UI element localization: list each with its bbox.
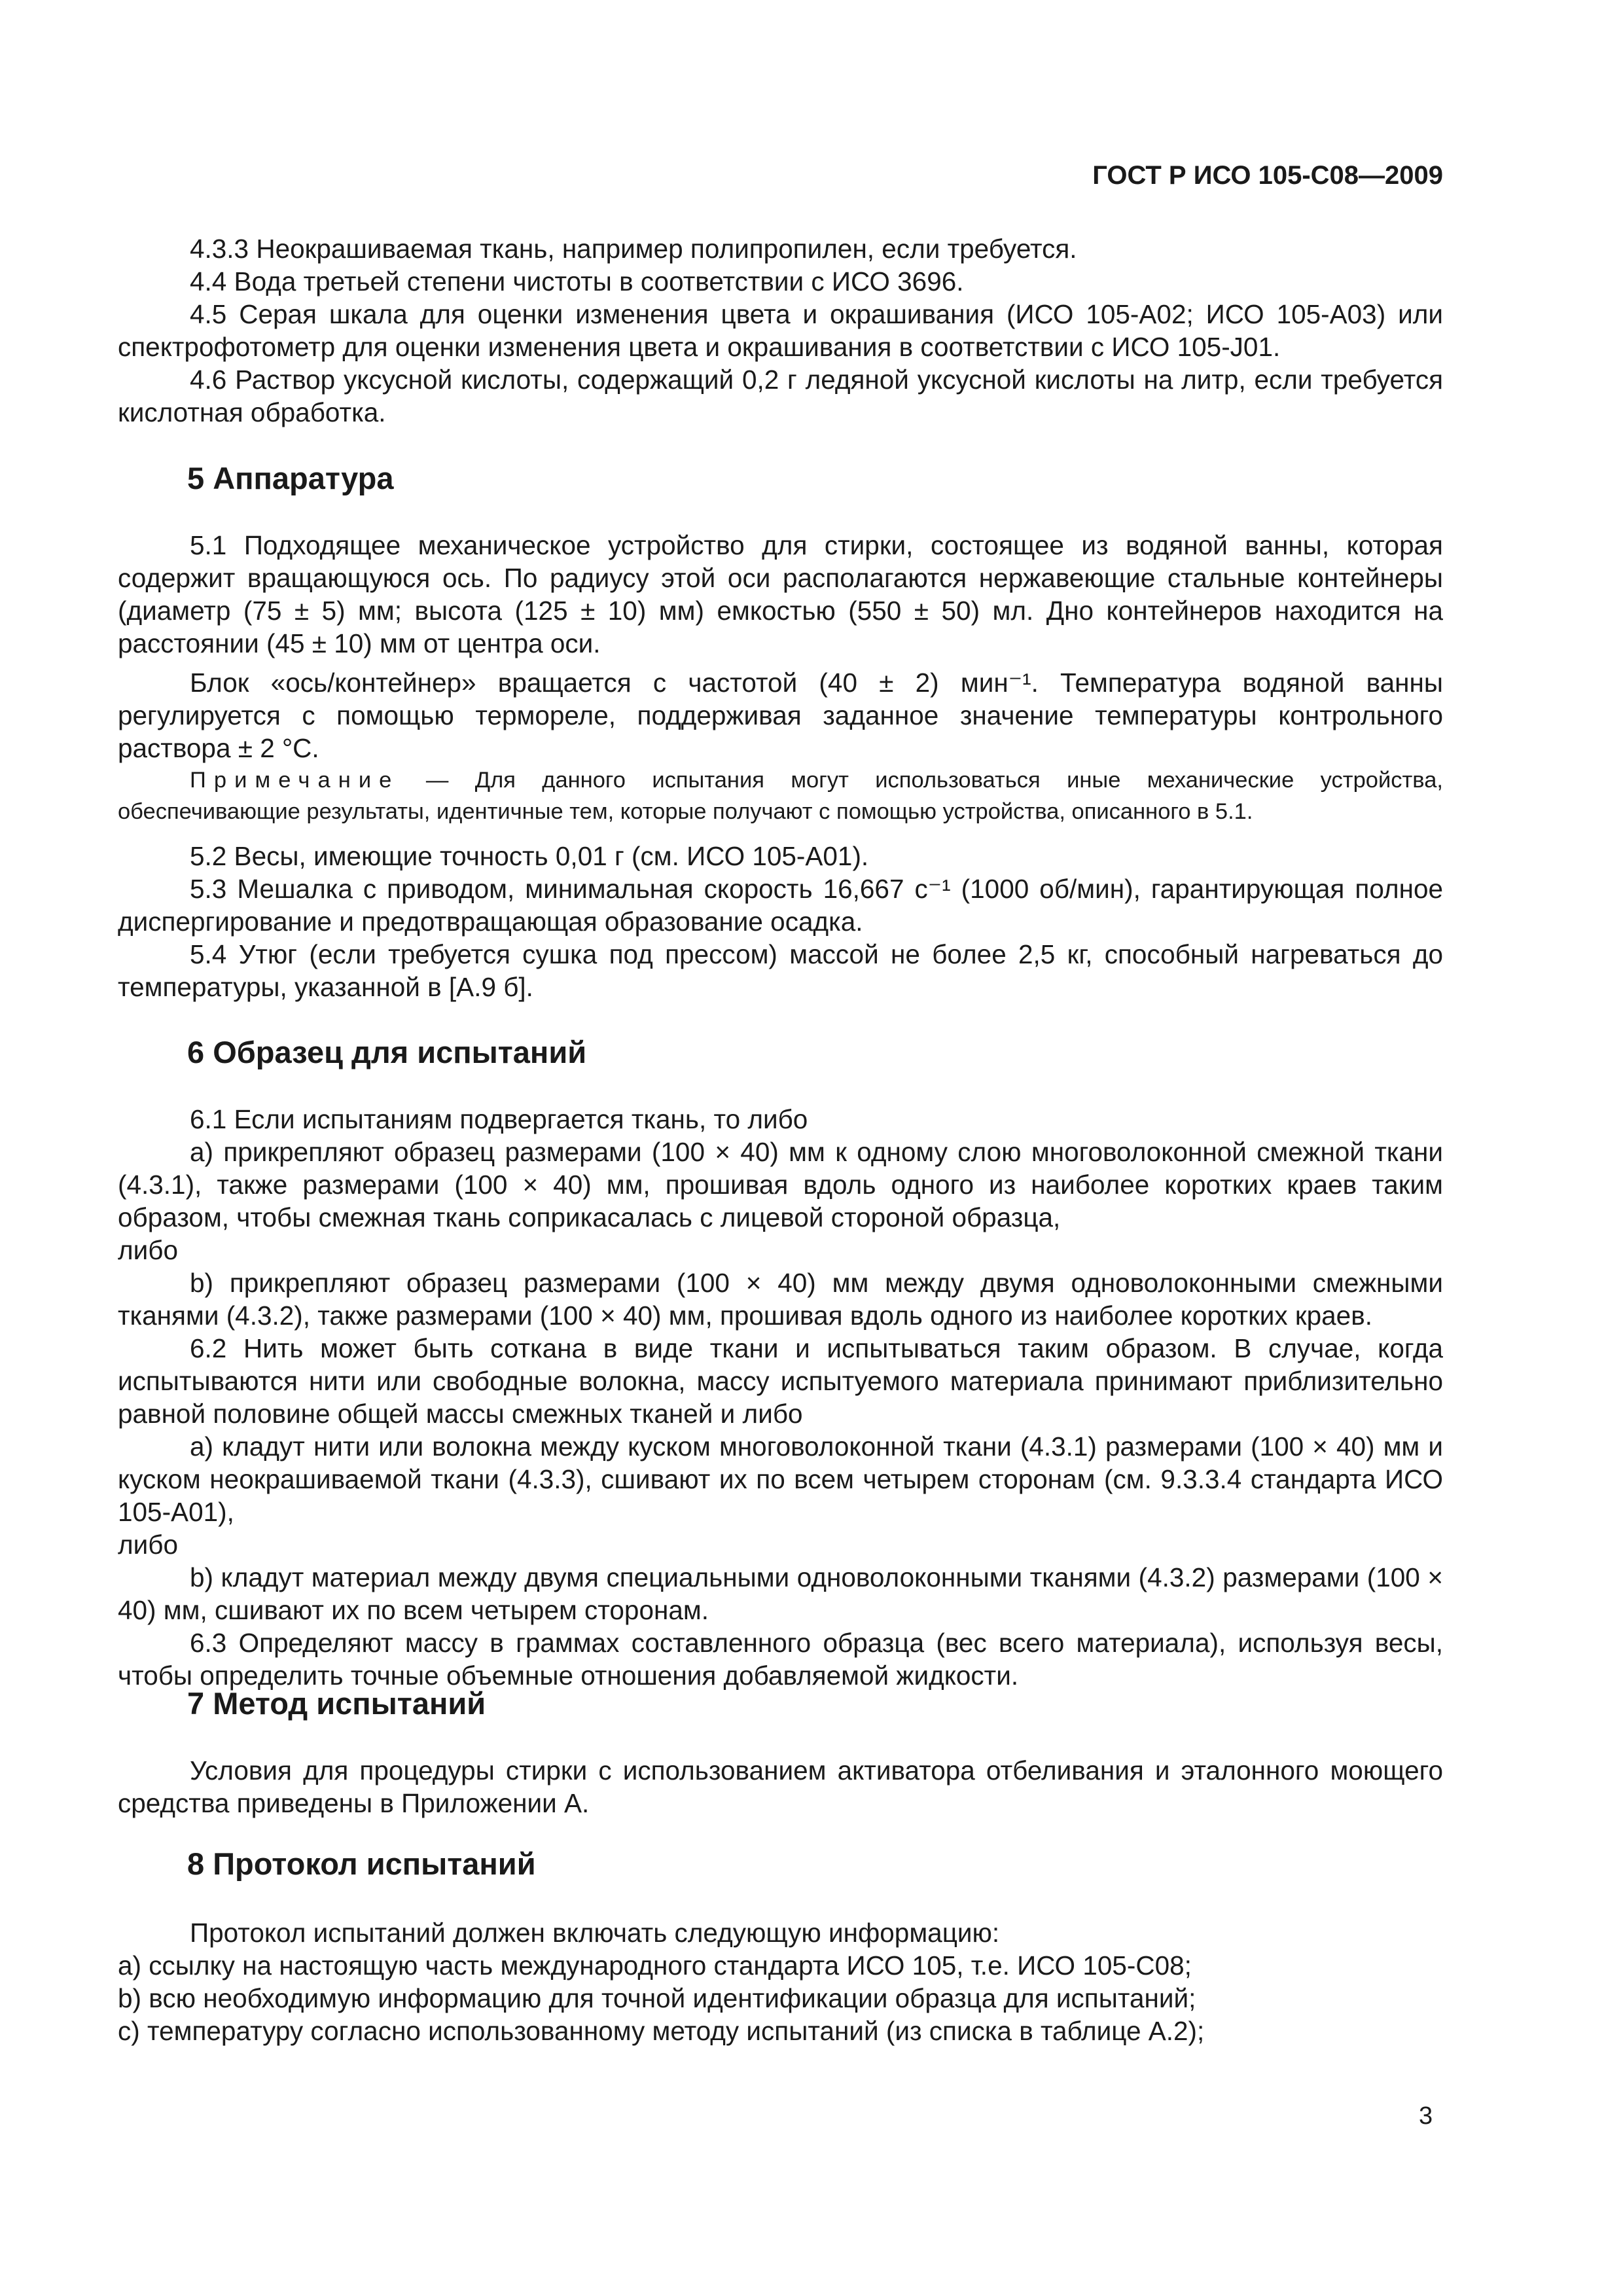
paragraph-6-2-b: b) кладут материал между двумя специальными одноволоконными тканями (4.3.2) размерами (100 × 40) мм, сшивают их по всем четырем сторонам. bbox=[118, 1562, 1443, 1625]
page-number: 3 bbox=[1419, 2102, 1433, 2130]
paragraph-6-1: 6.1 Если испытаниям подвергается ткань, то либо bbox=[190, 1104, 808, 1134]
paragraph-4-3-3: 4.3.3 Неокрашиваемая ткань, например полипропилен, если требуется. bbox=[190, 234, 1077, 264]
paragraph-or-2: либо bbox=[118, 1530, 178, 1560]
note-text: — Для данного испытания могут использоваться иные механические устройства, обеспечивающие результаты, идентичные тем, которые получают с помощью устройства, описанного в 5.1. bbox=[118, 768, 1443, 824]
paragraph-5-2: 5.2 Весы, имеющие точность 0,01 г (см. ИСО 105-А01). bbox=[190, 841, 869, 871]
paragraph-6-3: 6.3 Определяют массу в граммах составленного образца (вес всего материала), используя весы, чтобы определить точные объемные отношения добавляемой жидкости. bbox=[118, 1628, 1443, 1691]
paragraph-4-4: 4.4 Вода третьей степени чистоты в соответствии с ИСО 3696. bbox=[190, 266, 964, 296]
paragraph-4-5: 4.5 Серая шкала для оценки изменения цвета и окрашивания (ИСО 105-А02; ИСО 105-А03) или спектрофотометр для оценки изменения цвета и окрашивания в соответствии с ИСО 105-J01. bbox=[118, 299, 1443, 362]
paragraph-5-4: 5.4 Утюг (если требуется сушка под прессом) массой не более 2,5 кг, способный нагреваться до температуры, указанной в [А.9 б]. bbox=[118, 939, 1443, 1002]
paragraph-6-2-a: а) кладут нити или волокна между куском многоволоконной ткани (4.3.1) размерами (100 × 40) мм и куском неокрашиваемой ткани (4.3.3), сшивают их по всем четырем сторонам (см. 9.3.3.4 стандарта ИСО 105-А01), bbox=[118, 1431, 1443, 1527]
note-5 bbox=[118, 764, 1443, 827]
list-item-8-c: с) температуру согласно использованному методу испытаний (из списка в таблице А.2); bbox=[118, 2016, 1205, 2046]
paragraph-5-1-rotation: Блок «ось/контейнер» вращается с частотой (40 ± 2) мин⁻¹. Температура водяной ванны регулируется с помощью термореле, поддерживая заданное значение температуры контрольного раствора ± 2 °С. bbox=[118, 668, 1443, 763]
list-item-8-a: а) ссылку на настоящую часть международного стандарта ИСО 105, т.е. ИСО 105-С08; bbox=[118, 1950, 1192, 1981]
section-5-body bbox=[118, 529, 1443, 764]
paragraph-8-intro: Протокол испытаний должен включать следующую информацию: bbox=[190, 1918, 1000, 1948]
paragraph-4-6: 4.6 Раствор уксусной кислоты, содержащий 0,2 г ледяной уксусной кислоты на литр, если требуется кислотная обработка. bbox=[118, 365, 1443, 427]
section-5-title: 5 Аппаратура bbox=[187, 461, 394, 495]
section-6-title: 6 Образец для испытаний bbox=[187, 1035, 587, 1069]
paragraph-6-2: 6.2 Нить может быть соткана в виде ткани и испытываться таким образом. В случае, когда испытываются нити или свободные волокна, массу испытуемого материала принимают приблизительно равной половине общей массы смежных тканей и либо bbox=[118, 1333, 1443, 1429]
intro-items bbox=[118, 232, 1443, 429]
paragraph-or-1: либо bbox=[118, 1235, 178, 1265]
paragraph-5-3: 5.3 Мешалка с приводом, минимальная скорость 16,667 с⁻¹ (1000 об/мин), гарантирующая полное диспергирование и предотвращающая образование осадка. bbox=[118, 874, 1443, 937]
list-item-8-b: b) всю необходимую информацию для точной идентификации образца для испытаний; bbox=[118, 1983, 1196, 2013]
section-5-items bbox=[118, 840, 1443, 1003]
paragraph-6-1-a: а) прикрепляют образец размерами (100 × 40) мм к одному слою многоволоконной смежной ткани (4.3.1), также размерами (100 × 40) мм, прошивая вдоль одного из наиболее коротких краев таким образом, чтобы смежная ткань соприкасалась с лицевой стороной образца, bbox=[118, 1137, 1443, 1232]
paragraph-6-1-b: b) прикрепляют образец размерами (100 × 40) мм между двумя одноволоконными смежными тканями (4.3.2), также размерами (100 × 40) мм, прошивая вдоль одного из наиболее коротких краев. bbox=[118, 1268, 1443, 1331]
document-code-header: ГОСТ Р ИСО 105-С08—2009 bbox=[1092, 161, 1443, 190]
note-label: Примечание bbox=[190, 768, 400, 793]
section-7-title: 7 Метод испытаний bbox=[187, 1686, 486, 1721]
section-6-body bbox=[118, 1103, 1443, 1692]
section-8-body bbox=[118, 1916, 1443, 2047]
section-7-body bbox=[118, 1754, 1443, 1820]
paragraph-5-1: 5.1 Подходящее механическое устройство для стирки, состоящее из водяной ванны, которая содержит вращающуюся ось. По радиусу этой оси располагаются нержавеющие стальные контейнеры (диаметр (75 ± 5) мм; высота (125 ± 10) мм) емкостью (550 ± 50) мл. Дно контейнеров находится на расстоянии (45 ± 10) мм от центра оси. bbox=[118, 530, 1443, 658]
paragraph-7: Условия для процедуры стирки с использованием активатора отбеливания и эталонного моющего средства приведены в Приложении А. bbox=[118, 1755, 1443, 1818]
section-8-title: 8 Протокол испытаний bbox=[187, 1846, 536, 1881]
